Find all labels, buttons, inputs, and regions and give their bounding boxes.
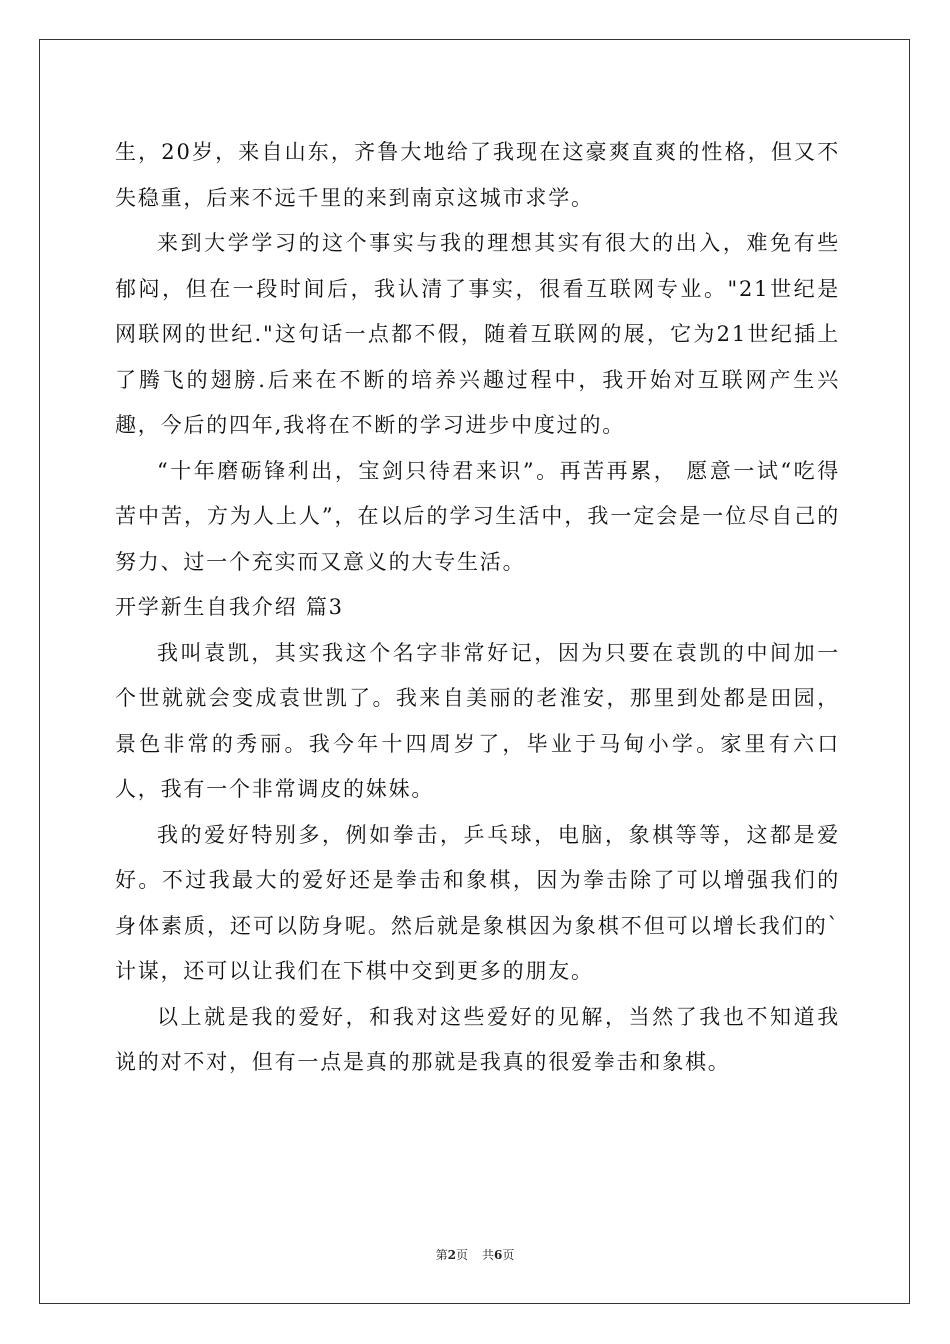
page-footer xyxy=(0,1246,950,1263)
paragraph: “十年磨砺锋利出，宝剑只待君来识”。再苦再累， 愿意一试“吃得苦中苦，方为人上人”，在以后的学习生活中，我一定会是一位尽自己的努力、过一个充实而又意义的大专生活。 xyxy=(115,458,840,574)
page-number: 第2页 xyxy=(435,1248,468,1262)
paragraph: 以上就是我的爱好，和我对这些爱好的见解，当然了我也不知道我说的对不对，但有一点是真的那就是我真的很爱拳击和象棋。 xyxy=(115,1004,840,1074)
paragraph: 来到大学学习的这个事实与我的理想其实有很大的出入，难免有些郁闷，但在一段时间后，我认清了事实，很看互联网专业。"21世纪是网联网的世纪."这句话一点都不假，随着互联网的展，它为21世纪插上了腾飞的翅膀.后来在不断的培养兴趣过程中，我开始对互联网产生兴趣，今后的四年,我将在不断的学习进步中度过的。 xyxy=(115,231,840,437)
page-total: 共6页 xyxy=(482,1248,515,1262)
paragraph: 生，20岁，来自山东，齐鲁大地给了我现在这豪爽直爽的性格，但又不失稳重，后来不远千里的来到南京这城市求学。 xyxy=(115,140,840,210)
paragraph: 我的爱好特别多，例如拳击，乒乓球，电脑，象棋等等，这都是爱好。不过我最大的爱好还是拳击和象棋，因为拳击除了可以增强我们的身体素质，还可以防身呢。然后就是象棋因为象棋不但可以增长我们的`计谋，还可以让我们在下棋中交到更多的朋友。 xyxy=(115,822,840,983)
paragraph: 我叫袁凯，其实我这个名字非常好记，因为只要在袁凯的中间加一个世就就会变成袁世凯了。我来自美丽的老淮安，那里到处都是田园，景色非常的秀丽。我今年十四周岁了，毕业于马甸小学。家里有六口人，我有一个非常调皮的妹妹。 xyxy=(115,640,840,801)
section-title: 开学新生自我介绍 篇3 xyxy=(115,595,344,619)
document-body xyxy=(115,130,840,1086)
